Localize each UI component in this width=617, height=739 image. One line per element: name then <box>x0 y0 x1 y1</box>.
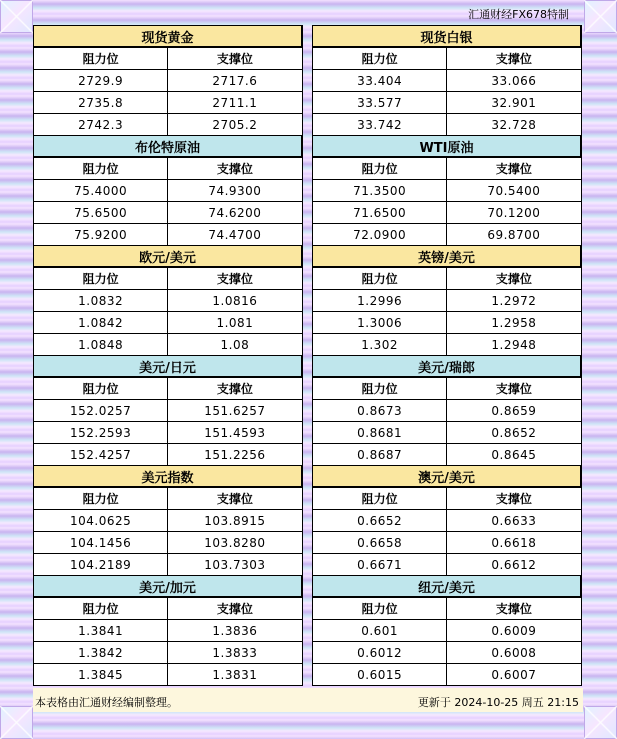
update-time: 更新于 2024-10-25 周五 21:15 <box>417 696 579 709</box>
support-value: 151.2256 <box>168 444 302 466</box>
table-row <box>34 180 303 202</box>
support-header: 支撑位 <box>168 487 302 510</box>
table-row <box>313 334 582 356</box>
resistance-value: 0.8687 <box>313 444 447 466</box>
table-row <box>313 70 582 92</box>
table-row <box>313 92 582 114</box>
resistance-value: 0.6658 <box>313 532 447 554</box>
table-row <box>313 422 582 444</box>
table-row <box>34 92 303 114</box>
corner-ornament <box>584 0 617 33</box>
support-header: 支撑位 <box>168 597 302 620</box>
instrument-title: 美元指数 <box>34 466 303 488</box>
support-value: 1.081 <box>168 312 302 334</box>
resistance-value: 152.2593 <box>34 422 168 444</box>
support-header: 支撑位 <box>447 597 581 620</box>
support-value: 0.6612 <box>447 554 581 576</box>
resistance-value: 1.3841 <box>34 620 168 642</box>
table-row <box>313 224 582 246</box>
resistance-value: 1.0848 <box>34 334 168 356</box>
table-row <box>313 532 582 554</box>
resistance-header: 阻力位 <box>34 47 168 70</box>
support-value: 70.5400 <box>447 180 581 202</box>
table-row <box>34 114 303 136</box>
instrument-title: 美元/日元 <box>34 356 303 378</box>
resistance-value: 0.6012 <box>313 642 447 664</box>
instrument-title: 现货黄金 <box>34 26 303 48</box>
support-value: 74.9300 <box>168 180 302 202</box>
support-value: 0.8659 <box>447 400 581 422</box>
table-row <box>34 400 303 422</box>
resistance-value: 33.577 <box>313 92 447 114</box>
support-value: 70.1200 <box>447 202 581 224</box>
table-row <box>313 290 582 312</box>
support-value: 0.6008 <box>447 642 581 664</box>
resistance-value: 1.0832 <box>34 290 168 312</box>
table-row <box>34 334 303 356</box>
support-value: 32.728 <box>447 114 581 136</box>
resistance-value: 0.6652 <box>313 510 447 532</box>
resistance-header: 阻力位 <box>34 597 168 620</box>
support-value: 1.2972 <box>447 290 581 312</box>
support-value: 0.6618 <box>447 532 581 554</box>
table-row <box>313 312 582 334</box>
table-row <box>34 444 303 466</box>
resistance-value: 1.2996 <box>313 290 447 312</box>
resistance-header: 阻力位 <box>34 487 168 510</box>
table-row <box>313 642 582 664</box>
support-value: 0.6007 <box>447 664 581 686</box>
resistance-value: 0.8673 <box>313 400 447 422</box>
table-row <box>34 664 303 686</box>
instrument-title: 纽元/美元 <box>313 576 582 598</box>
instrument-title: 美元/加元 <box>34 576 303 598</box>
table-row <box>313 510 582 532</box>
table-row <box>34 224 303 246</box>
support-value: 103.7303 <box>168 554 302 576</box>
support-header: 支撑位 <box>168 47 302 70</box>
resistance-value: 2742.3 <box>34 114 168 136</box>
resistance-value: 2735.8 <box>34 92 168 114</box>
table-row <box>313 554 582 576</box>
corner-ornament <box>584 706 617 739</box>
resistance-header: 阻力位 <box>313 47 447 70</box>
corner-ornament <box>0 0 33 33</box>
table-row <box>34 422 303 444</box>
table-row <box>34 312 303 334</box>
support-value: 69.8700 <box>447 224 581 246</box>
support-value: 1.2958 <box>447 312 581 334</box>
table-row <box>34 642 303 664</box>
resistance-value: 1.3842 <box>34 642 168 664</box>
resistance-header: 阻力位 <box>313 597 447 620</box>
support-value: 103.8915 <box>168 510 302 532</box>
resistance-value: 71.6500 <box>313 202 447 224</box>
resistance-value: 71.3500 <box>313 180 447 202</box>
table-row <box>313 664 582 686</box>
instrument-title: 现货白银 <box>313 26 582 48</box>
support-value: 2711.1 <box>168 92 302 114</box>
support-value: 2705.2 <box>168 114 302 136</box>
table-row <box>34 620 303 642</box>
table-row <box>34 70 303 92</box>
support-value: 0.6633 <box>447 510 581 532</box>
support-value: 0.8652 <box>447 422 581 444</box>
resistance-value: 75.9200 <box>34 224 168 246</box>
support-header: 支撑位 <box>447 377 581 400</box>
support-value: 1.3836 <box>168 620 302 642</box>
resistance-value: 75.4000 <box>34 180 168 202</box>
resistance-value: 0.6015 <box>313 664 447 686</box>
support-value: 151.6257 <box>168 400 302 422</box>
resistance-header: 阻力位 <box>313 267 447 290</box>
resistance-header: 阻力位 <box>313 157 447 180</box>
instrument-title: WTI原油 <box>313 136 582 158</box>
table-row <box>34 202 303 224</box>
support-value: 103.8280 <box>168 532 302 554</box>
support-header: 支撑位 <box>447 487 581 510</box>
table-row <box>34 510 303 532</box>
resistance-value: 1.3006 <box>313 312 447 334</box>
support-header: 支撑位 <box>447 157 581 180</box>
support-value: 33.066 <box>447 70 581 92</box>
table-row <box>313 620 582 642</box>
table-row <box>34 532 303 554</box>
corner-ornament <box>0 706 33 739</box>
resistance-value: 72.0900 <box>313 224 447 246</box>
table-row <box>313 180 582 202</box>
support-value: 0.6009 <box>447 620 581 642</box>
resistance-header: 阻力位 <box>34 157 168 180</box>
support-value: 1.3831 <box>168 664 302 686</box>
table-row <box>313 114 582 136</box>
support-value: 151.4593 <box>168 422 302 444</box>
table-row <box>34 554 303 576</box>
footer-note: 本表格由汇通财经编制整理。 <box>35 696 178 709</box>
table-row <box>313 444 582 466</box>
resistance-value: 152.4257 <box>34 444 168 466</box>
support-value: 1.0816 <box>168 290 302 312</box>
resistance-value: 1.302 <box>313 334 447 356</box>
resistance-value: 0.6671 <box>313 554 447 576</box>
resistance-value: 75.6500 <box>34 202 168 224</box>
support-value: 1.2948 <box>447 334 581 356</box>
resistance-value: 104.1456 <box>34 532 168 554</box>
resistance-value: 0.8681 <box>313 422 447 444</box>
support-header: 支撑位 <box>168 157 302 180</box>
resistance-value: 104.0625 <box>34 510 168 532</box>
footer-bar <box>33 688 583 712</box>
support-value: 74.4700 <box>168 224 302 246</box>
table-row <box>34 290 303 312</box>
support-value: 32.901 <box>447 92 581 114</box>
right-pivot-table <box>312 25 582 686</box>
resistance-value: 33.404 <box>313 70 447 92</box>
instrument-title: 英镑/美元 <box>313 246 582 268</box>
instrument-title: 澳元/美元 <box>313 466 582 488</box>
resistance-header: 阻力位 <box>34 267 168 290</box>
resistance-value: 104.2189 <box>34 554 168 576</box>
table-row <box>313 202 582 224</box>
resistance-value: 2729.9 <box>34 70 168 92</box>
support-header: 支撑位 <box>168 377 302 400</box>
resistance-header: 阻力位 <box>313 487 447 510</box>
resistance-value: 1.0842 <box>34 312 168 334</box>
header-label: 汇通财经FX678特制 <box>468 8 569 21</box>
resistance-value: 33.742 <box>313 114 447 136</box>
support-header: 支撑位 <box>447 47 581 70</box>
resistance-value: 1.3845 <box>34 664 168 686</box>
instrument-title: 美元/瑞郎 <box>313 356 582 378</box>
support-value: 0.8645 <box>447 444 581 466</box>
support-header: 支撑位 <box>168 267 302 290</box>
table-row <box>313 400 582 422</box>
resistance-header: 阻力位 <box>313 377 447 400</box>
instrument-title: 布伦特原油 <box>34 136 303 158</box>
resistance-header: 阻力位 <box>34 377 168 400</box>
support-header: 支撑位 <box>447 267 581 290</box>
support-value: 1.08 <box>168 334 302 356</box>
left-pivot-table <box>33 25 303 686</box>
instrument-title: 欧元/美元 <box>34 246 303 268</box>
support-value: 2717.6 <box>168 70 302 92</box>
support-value: 74.6200 <box>168 202 302 224</box>
support-value: 1.3833 <box>168 642 302 664</box>
resistance-value: 0.601 <box>313 620 447 642</box>
resistance-value: 152.0257 <box>34 400 168 422</box>
